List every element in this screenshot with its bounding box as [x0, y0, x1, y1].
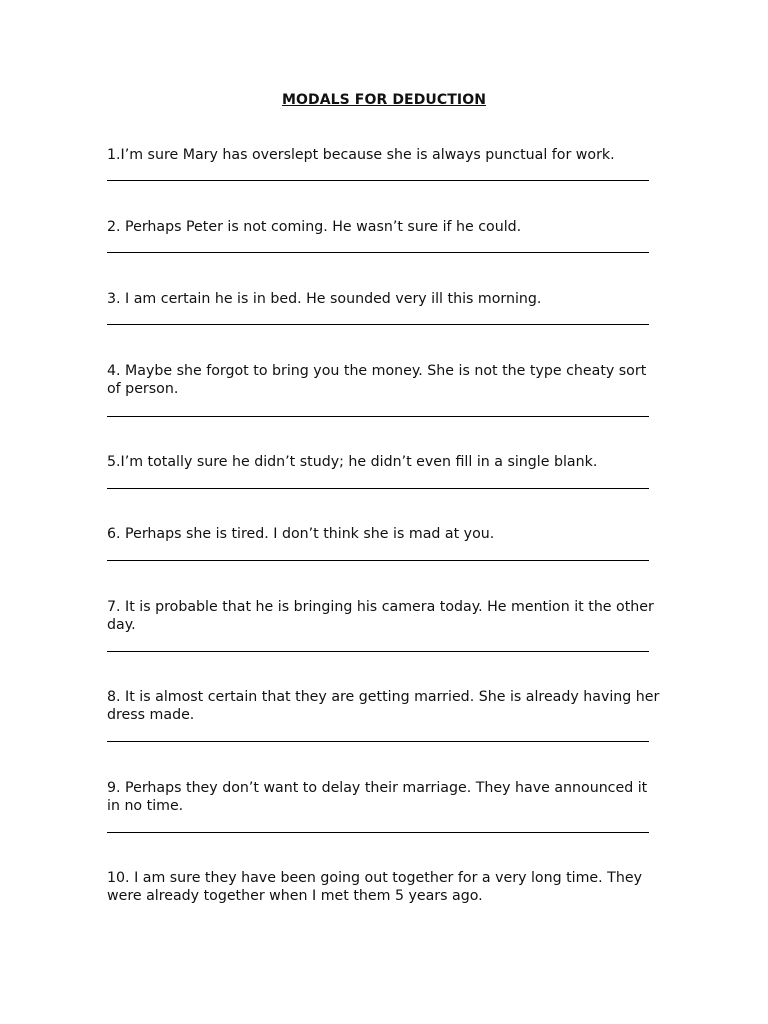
exercise-sentence: 7. It is probable that he is bringing his camera today. He mention it the other day. — [107, 599, 654, 634]
exercise-sentence: 4. Maybe she forgot to bring you the money. She is not the type cheaty sort of person. — [107, 363, 647, 398]
answer-line-3[interactable] — [107, 324, 649, 325]
worksheet-title: MODALS FOR DEDUCTION — [281, 92, 487, 108]
answer-line-1[interactable] — [107, 180, 649, 181]
answer-line-4[interactable] — [107, 416, 649, 417]
exercise-sentence: 9. Perhaps they don’t want to delay their marriage. They have announced it in no time. — [107, 780, 648, 815]
answer-line-6[interactable] — [107, 560, 649, 561]
answer-line-5[interactable] — [107, 488, 649, 489]
exercise-sentence: 1.I’m sure Mary has overslept because she is always punctual for work. — [107, 147, 615, 163]
answer-line-9[interactable] — [107, 832, 649, 833]
exercise-item-9 — [107, 779, 662, 816]
exercise-sentence: 2. Perhaps Peter is not coming. He wasn’t sure if he could. — [107, 219, 522, 235]
exercise-item-5 — [107, 453, 662, 471]
exercise-sentence: 10. I am sure they have been going out together for a very long time. They were already together when I met them 5 years ago. — [107, 870, 642, 905]
exercise-sentence: 3. I am certain he is in bed. He sounded very ill this morning. — [107, 291, 542, 307]
exercise-item-1 — [107, 146, 662, 164]
answer-line-2[interactable] — [107, 252, 649, 253]
answer-line-7[interactable] — [107, 651, 649, 652]
exercise-item-8 — [107, 688, 662, 725]
exercise-item-2 — [107, 218, 662, 236]
exercise-sentence: 8. It is almost certain that they are getting married. She is already having her dress made. — [107, 689, 660, 724]
answer-line-8[interactable] — [107, 741, 649, 742]
exercise-item-4 — [107, 362, 662, 399]
exercise-sentence: 5.I’m totally sure he didn’t study; he didn’t even fill in a single blank. — [107, 454, 598, 470]
exercise-item-10 — [107, 869, 662, 906]
exercise-item-3 — [107, 290, 662, 308]
exercise-item-7 — [107, 598, 662, 635]
exercise-item-6 — [107, 525, 662, 543]
exercise-sentence: 6. Perhaps she is tired. I don’t think she is mad at you. — [107, 526, 495, 542]
